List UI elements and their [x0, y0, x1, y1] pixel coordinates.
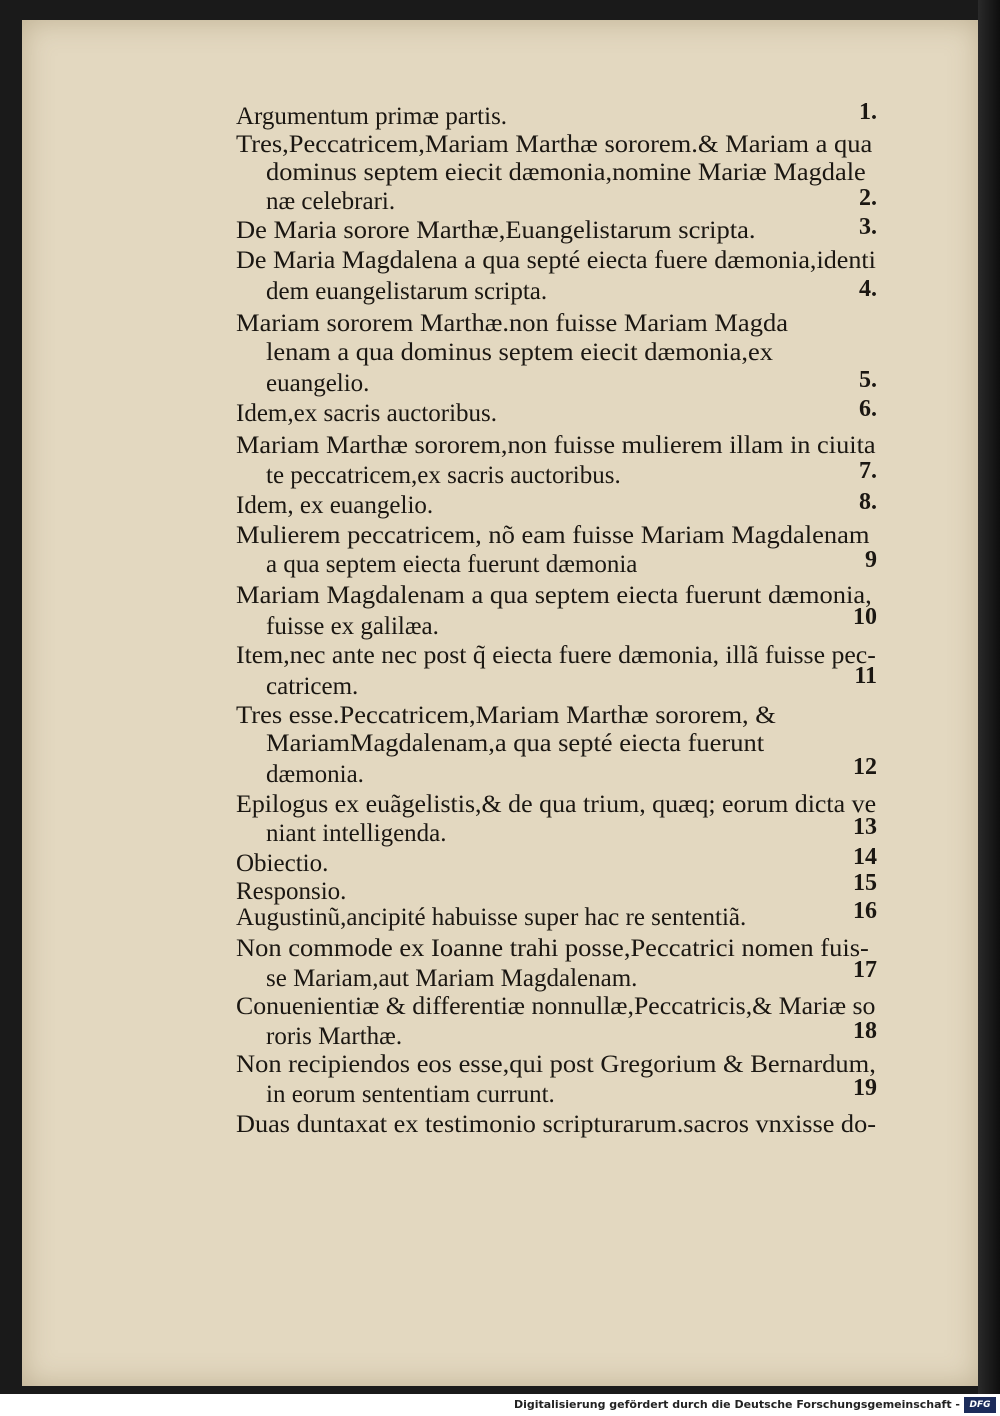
toc-entry-number: 15: [853, 870, 877, 896]
toc-entry-number: 9: [865, 547, 877, 573]
toc-entry-line: Responsio.: [236, 878, 347, 905]
toc-entry-number: 17: [853, 957, 877, 983]
footer-credit: Digitalisierung gefördert durch die Deutsche Forschungsgemeinschaft -: [513, 1398, 960, 1411]
toc-entry-line: Item,nec ante nec post q̃ eiecta fuere dæmonia, illã fuisse pec-: [236, 642, 876, 669]
book-page: [22, 20, 980, 1386]
footer-bar: [0, 1396, 1000, 1416]
toc-entry-line: Conuenientiæ & differentiæ nonnullæ,Peccatricis,& Mariæ so: [236, 993, 876, 1020]
toc-entry-line: Mariam sororem Marthæ.non fuisse Mariam Magda: [236, 310, 788, 337]
toc-entry-line: se Mariam,aut Mariam Magdalenam.: [266, 965, 638, 992]
toc-entry-number: 13: [853, 814, 877, 840]
toc-entry-line: Epilogus ex euãgelistis,& de qua trium, quæq; eorum dicta ve: [236, 791, 877, 818]
toc-entry-line: catricem.: [266, 673, 359, 700]
toc-entry-line: Augustinũ,ancipité habuisse super hac re sententiã.: [236, 904, 747, 931]
toc-entry-line: De Maria Magdalena a qua septé eiecta fuere dæmonia,identi: [236, 247, 876, 274]
dfg-logo: DFG: [964, 1397, 996, 1413]
toc-entry-number: 6.: [859, 396, 877, 422]
toc-entry-line: Argumentum primæ partis.: [236, 103, 508, 130]
toc-entry-line: Mariam Marthæ sororem,non fuisse mulierem illam in ciuita: [236, 432, 876, 459]
toc-entry-line: Idem, ex euangelio.: [236, 492, 434, 519]
toc-entry-line: a qua septem eiecta fuerunt dæmonia: [266, 551, 638, 578]
toc-entry-line: lenam a qua dominus septem eiecit dæmonia,ex: [266, 339, 774, 366]
toc-entry-number: 5.: [859, 367, 877, 393]
toc-entry-line: te peccatricem,ex sacris auctoribus.: [266, 462, 621, 489]
toc-entry-number: 18: [853, 1018, 877, 1044]
toc-entry-line: Tres,Peccatricem,Mariam Marthæ sororem.& Mariam a qua: [236, 131, 873, 158]
toc-entry-line: roris Marthæ.: [266, 1023, 403, 1050]
toc-entry-line: Idem,ex sacris auctoribus.: [236, 400, 498, 427]
toc-entry-line: Non commode ex Ioanne trahi posse,Peccatrici nomen fuis-: [236, 935, 869, 962]
toc-entry-number: 19: [853, 1075, 877, 1101]
toc-entry-line: dæmonia.: [266, 761, 364, 788]
toc-entry-line: Tres esse.Peccatricem,Mariam Marthæ sororem, &: [236, 702, 776, 729]
toc-entry-number: 16: [853, 898, 877, 924]
toc-entry-number: 2.: [859, 185, 877, 211]
toc-entry-line: De Maria sorore Marthæ,Euangelistarum scripta.: [236, 217, 756, 244]
toc-entry-number: 11: [854, 663, 877, 689]
toc-entry-number: 3.: [859, 214, 877, 240]
toc-entry-number: 4.: [859, 276, 877, 302]
toc-entry-line: dem euangelistarum scripta.: [266, 278, 548, 305]
toc-entry-line: dominus septem eiecit dæmonia,nomine Mariæ Magdale: [266, 159, 866, 186]
toc-entry-line: euangelio.: [266, 370, 370, 397]
table-of-contents: [22, 20, 980, 1386]
toc-entry-number: 7.: [859, 458, 877, 484]
toc-entry-line: Mariam Magdalenam a qua septem eiecta fuerunt dæmonia,: [236, 582, 872, 609]
book-spine: [978, 0, 1000, 1394]
toc-entry-line: Obiectio.: [236, 850, 329, 877]
toc-entry-number: 10: [853, 604, 877, 630]
toc-entry-number: 14: [853, 844, 877, 870]
toc-entry-number: 1.: [859, 99, 877, 125]
toc-entry-line: fuisse ex galilæa.: [266, 613, 439, 640]
toc-entry-line: MariamMagdalenam,a qua septé eiecta fuerunt: [266, 730, 765, 757]
toc-entry-line: Duas duntaxat ex testimonio scripturarum.sacros vnxisse do-: [236, 1111, 876, 1138]
toc-entry-line: Mulierem peccatricem, nõ eam fuisse Mariam Magdalenam: [236, 522, 870, 549]
toc-entry-number: 12: [853, 754, 877, 780]
toc-entry-line: in eorum sententiam currunt.: [266, 1081, 555, 1108]
toc-entry-line: niant intelligenda.: [266, 820, 447, 847]
toc-entry-number: 8.: [859, 489, 877, 515]
toc-entry-line: Non recipiendos eos esse,qui post Gregorium & Bernardum,: [236, 1051, 876, 1078]
toc-entry-line: næ celebrari.: [266, 188, 396, 215]
